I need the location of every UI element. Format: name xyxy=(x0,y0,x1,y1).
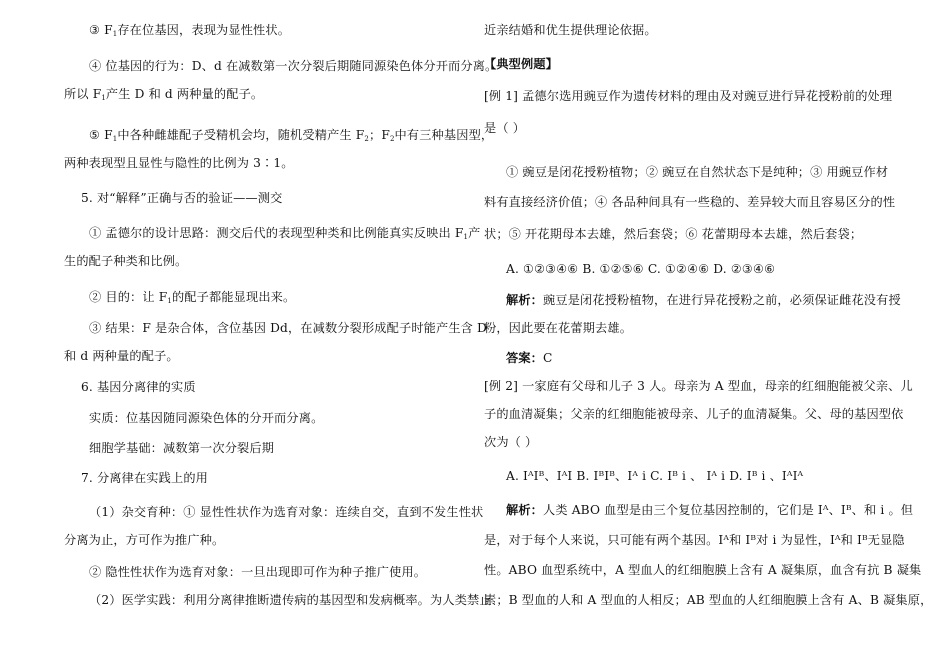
text: ② 目的：让 F xyxy=(89,290,168,304)
text-line: 粉，因此要在花蕾期去雄。 xyxy=(484,321,633,335)
text-line xyxy=(89,127,493,143)
subscript: 2 xyxy=(389,135,395,143)
label: 解析： xyxy=(506,503,544,517)
subscript: 1 xyxy=(167,297,172,305)
text-line: 近亲结婚和优生提供理论依据。 xyxy=(484,23,657,37)
text-line: ③ 结果：F 是杂合体，含位基因 Dd，在减数分裂形成配子时能产生含 D xyxy=(89,321,487,335)
text-line: 和 d 两种量的配子。 xyxy=(64,349,179,363)
text-line: 素；B 型血的人和 A 型血的人相反；AB 型血的人红细胞膜上含有 A、B 凝集原， xyxy=(484,593,933,607)
text-line: 料有直接经济价值；④ 各品种间具有一些稳的、差异较大而且容易区分的性 xyxy=(484,195,896,209)
text-line: 性。ABO 血型系统中，A 型血人的红细胞膜上含有 A 凝集原，血含有抗 B 凝集 xyxy=(484,563,922,577)
text-line xyxy=(506,350,553,366)
text: 中各种雌雄配子受精机会均，随机受精产生 F xyxy=(117,128,365,142)
text-line: （1）杂交育种：① 显性性状作为选育对象：连续自交，直到不发生性状 xyxy=(89,505,484,519)
answer-options: A. ①②③④⑥ B. ①②⑤⑥ C. ①②④⑥ D. ②③④⑥ xyxy=(506,262,776,276)
text-line: 生的配子种类和比例。 xyxy=(64,254,188,268)
text: 人类 ABO 血型是由三个复位基因控制的，它们是 Iᴬ、Iᴮ、和 i 。但 xyxy=(543,503,914,517)
text-line: （2）医学实践：利用分离律推断遗传病的基因型和发病概率。为人类禁止 xyxy=(89,593,492,607)
text-line: 实质：位基因随同源染色体的分开而分离。 xyxy=(89,411,324,425)
subscript: 1 xyxy=(112,135,118,143)
text-line xyxy=(89,289,295,305)
text-line: 是，对于每个人来说，只可能有两个基因。Iᴬ和 Iᴮ对 i 为显性，Iᴬ和 Iᴮ无显隐 xyxy=(484,533,905,547)
answer-options: A. IᴬIᴮ、IᴬI B. IᴮIᴮ、Iᴬ i C. Iᴮ i 、 Iᴬ i D. Iᴮ i 、IᴬIᴬ xyxy=(506,469,804,483)
section-heading: 【典型例题】 xyxy=(484,57,559,71)
text-line: 次为（ ） xyxy=(484,435,538,449)
text: 所以 F xyxy=(64,87,102,101)
text: 的配子都能显现出来。 xyxy=(171,290,296,304)
subscript: 1 xyxy=(101,94,106,102)
example-title: [例 2] 一家庭有父母和儿子 3 人。母亲为 A 型血，母亲的红细胞能被父亲、儿 xyxy=(484,379,913,393)
text: 产 xyxy=(468,226,481,240)
subscript: 1 xyxy=(463,233,469,241)
text-line xyxy=(89,225,480,241)
text-line xyxy=(506,292,901,308)
text-line xyxy=(506,502,913,518)
example-title: [例 1] 孟德尔选用豌豆作为遗传材料的理由及对豌豆进行异花授粉前的处理 xyxy=(484,89,893,103)
subscript: 2 xyxy=(364,135,369,143)
section-heading: 6. 基因分离律的实质 xyxy=(81,380,196,394)
text-line: ① 豌豆是闭花授粉植物；② 豌豆在自然状态下是纯种；③ 用豌豆作材 xyxy=(506,165,889,179)
text: ③ F xyxy=(89,23,113,37)
text: ⑤ F xyxy=(89,128,113,142)
text-line: 两种表现型且显性与隐性的比例为 3∶1。 xyxy=(64,156,294,170)
text-line: 是（ ） xyxy=(484,121,526,135)
text-line xyxy=(89,22,290,38)
text: C xyxy=(543,351,553,365)
text-line: 子的血清凝集；父亲的红细胞能被母亲、儿子的血清凝集。父、母的基因型依 xyxy=(484,407,904,421)
text: 存在位基因，表现为显性性状。 xyxy=(117,23,291,37)
text: 豌豆是闭花授粉植物，在进行异花授粉之前，必须保证雌花没有授 xyxy=(543,293,901,307)
text-line: 细胞学基础：减数第一次分裂后期 xyxy=(89,441,275,455)
section-heading: 7. 分离律在实践上的用 xyxy=(81,471,208,485)
label: 解析： xyxy=(506,293,544,307)
text: 产生 D 和 d 两种量的配子。 xyxy=(105,87,264,101)
text: ；F xyxy=(368,128,390,142)
label: 答案： xyxy=(506,351,544,365)
subscript: 1 xyxy=(112,30,118,38)
text: 中有三种基因型， xyxy=(394,128,494,142)
text-line xyxy=(64,86,263,102)
section-heading: 5. 对“解释”正确与否的验证——测交 xyxy=(81,191,283,205)
text: ① 孟德尔的设计思路：测交后代的表现型种类和比例能真实反映出 F xyxy=(89,226,464,240)
text-line: ④ 位基因的行为：D、d 在减数第一次分裂后期随同源染色体分开而分离。 xyxy=(89,59,498,73)
text-line: 状；⑤ 开花期母本去雄，然后套袋；⑥ 花蕾期母本去雄，然后套袋； xyxy=(484,227,863,241)
text-line: ② 隐性性状作为选育对象：一旦出现即可作为种子推广使用。 xyxy=(89,565,427,579)
text-line: 分离为止，方可作为推广种。 xyxy=(64,533,225,547)
